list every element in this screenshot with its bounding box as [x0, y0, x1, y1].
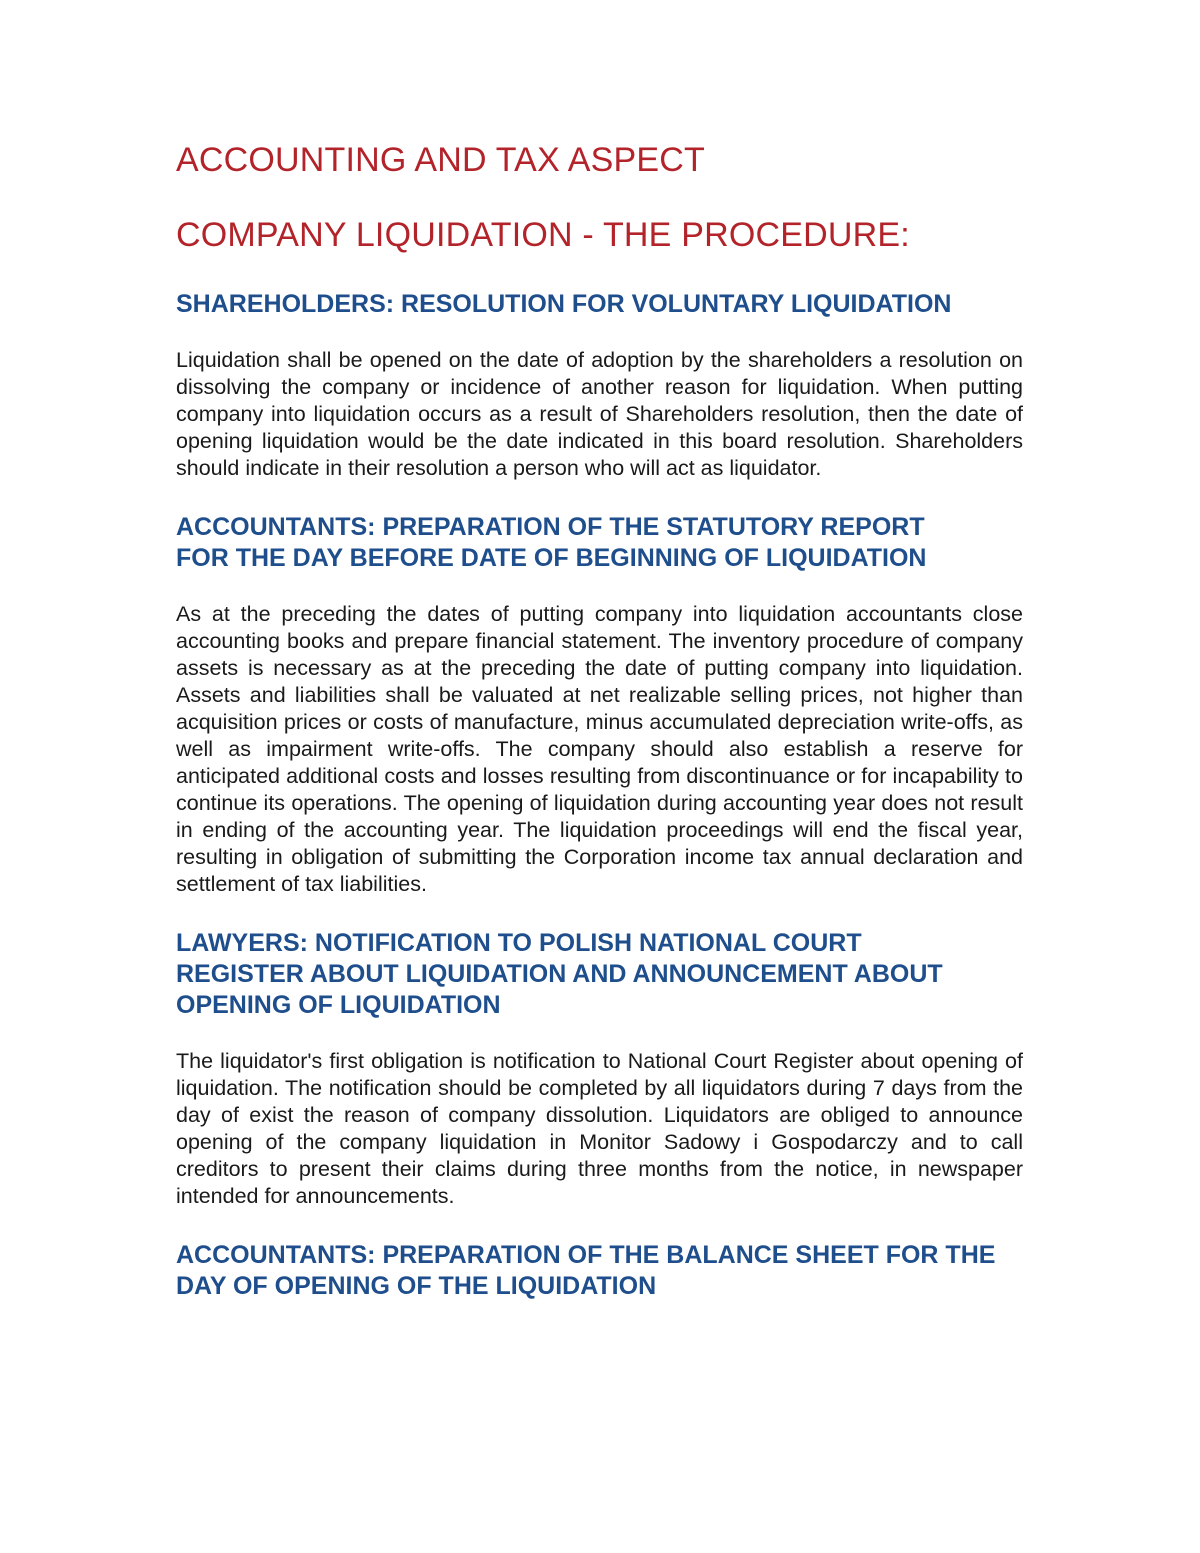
section-body-lawyers-notification: The liquidator's first obligation is notification to National Court Register about opening of liquidation. The notification should be completed by all liquidators during 7 days from the day of exist the reason of company dissolution. Liquidators are obliged to announce opening of the company liquidation in Monitor Sadowy i Gospodarczy and to call creditors to present their claims during three months from the notice, in newspaper intended for announcements.	[176, 1049, 1023, 1208]
section-heading-lawyers-notification: LAWYERS: NOTIFICATION TO POLISH NATIONAL COURT REGISTER ABOUT LIQUIDATION AND ANNOUNCEMENT ABOUT OPENING OF LIQUIDATION	[176, 929, 943, 1019]
section-body-accountants-statutory-report: As at the preceding the dates of putting company into liquidation accountants close accounting books and prepare financial statement. The inventory procedure of company assets is necessary as at the preceding the date of putting company into liquidation. Assets and liabilities shall be valuated at net realizable selling prices, not higher than acquisition prices or costs of manufacture, minus accumulated depreciation write-offs, as well as impairment write-offs. The company should also establish a reserve for anticipated additional costs and losses resulting from discontinuance or for incapability to continue its operations. The opening of liquidation during accounting year does not result in ending of the accounting year. The liquidation proceedings will end the fiscal year, resulting in obligation of submitting the Corporation income tax annual declaration and settlement of tax liabilities.	[176, 602, 1023, 896]
document-subtitle: COMPANY LIQUIDATION - THE PROCEDURE:	[176, 216, 910, 254]
document-title: ACCOUNTING AND TAX ASPECT	[176, 141, 705, 179]
section-heading-accountants-statutory-report: ACCOUNTANTS: PREPARATION OF THE STATUTORY REPORT FOR THE DAY BEFORE DATE OF BEGINNING OF LIQUIDATION	[176, 513, 927, 572]
document-page	[176, 140, 1023, 1302]
section-heading-shareholders: SHAREHOLDERS: RESOLUTION FOR VOLUNTARY LIQUIDATION	[176, 290, 952, 318]
section-body-shareholders: Liquidation shall be opened on the date of adoption by the shareholders a resolution on dissolving the company or incidence of another reason for liquidation. When putting company into liquidation occurs as a result of Shareholders resolution, then the date of opening liquidation would be the date indicated in this board resolution. Shareholders should indicate in their resolution a person who will act as liquidator.	[176, 348, 1023, 480]
section-heading-accountants-balance-sheet: ACCOUNTANTS: PREPARATION OF THE BALANCE SHEET FOR THE DAY OF OPENING OF THE LIQUIDATION	[176, 1241, 996, 1300]
